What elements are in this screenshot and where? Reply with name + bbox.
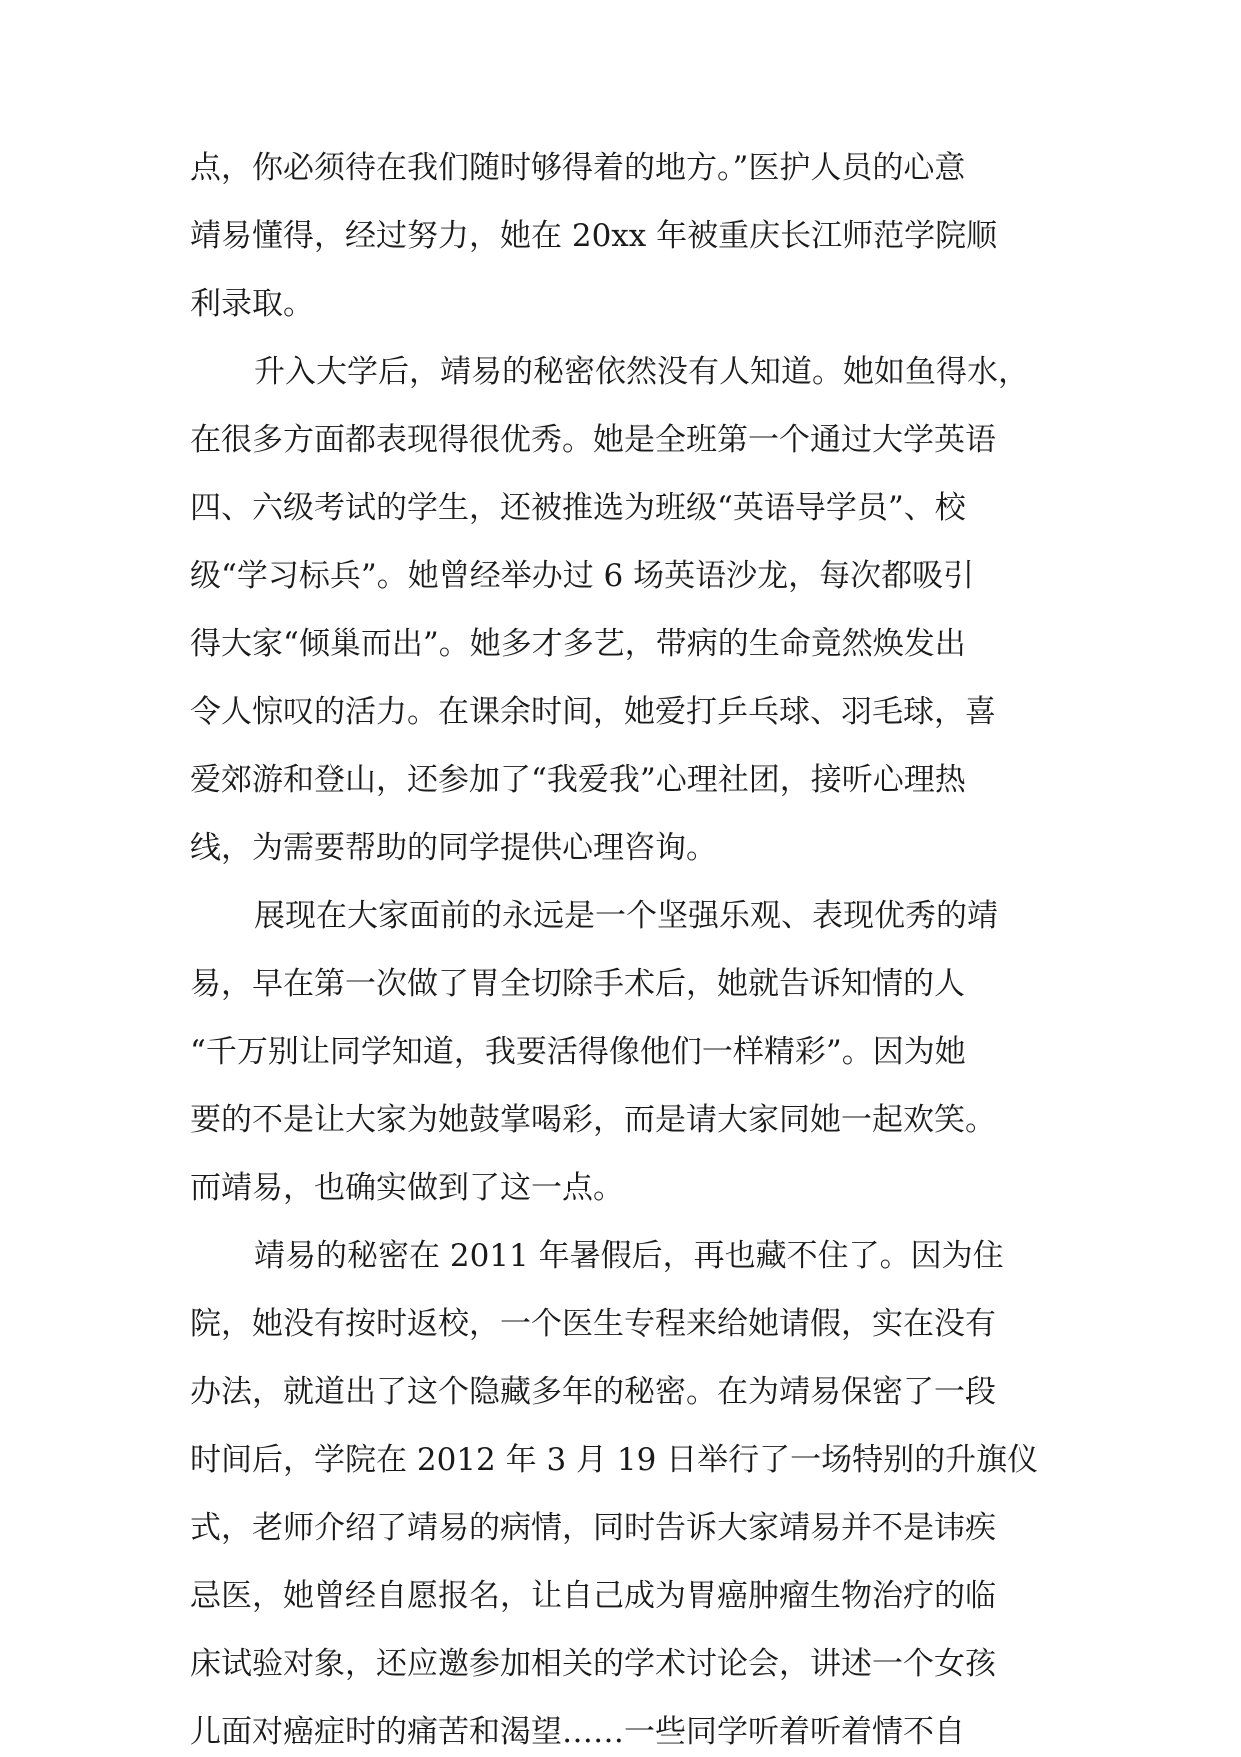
text-line	[0, 687, 1241, 737]
paragraph-first-line	[0, 891, 1241, 941]
paragraph-first-line	[0, 347, 1241, 397]
text-line-content: 四、六级考试的学生，还被推选为班级“英语导学员”、校	[190, 490, 966, 526]
text-line	[0, 1163, 1241, 1213]
text-line	[0, 279, 1241, 329]
text-line-content: 式，老师介绍了靖易的病情，同时告诉大家靖易并不是讳疾	[190, 1510, 996, 1546]
text-line-content: 在很多方面都表现得很优秀。她是全班第一个通过大学英语	[190, 422, 996, 458]
text-line-content: 而靖易，也确实做到了这一点。	[190, 1170, 624, 1206]
text-line	[0, 1435, 1241, 1485]
text-line	[0, 1707, 1241, 1757]
text-line-content: 办法，就道出了这个隐藏多年的秘密。在为靖易保密了一段	[190, 1374, 996, 1410]
text-line	[0, 1367, 1241, 1417]
text-line-content: 忌医，她曾经自愿报名，让自己成为胃癌肿瘤生物治疗的临	[190, 1578, 996, 1614]
text-line	[0, 211, 1241, 261]
text-line-content: 利录取。	[190, 286, 314, 322]
text-line-content: 爱郊游和登山，还参加了“我爱我”心理社团，接听心理热	[190, 762, 966, 798]
text-line-content: 靖易的秘密在 2011 年暑假后，再也藏不住了。因为住	[254, 1238, 1004, 1274]
text-line-content: 要的不是让大家为她鼓掌喝彩，而是请大家同她一起欢笑。	[190, 1102, 996, 1138]
text-line	[0, 1299, 1241, 1349]
text-line	[0, 1095, 1241, 1145]
text-line-content: 靖易懂得，经过努力，她在 20xx 年被重庆长江师范学院顺	[190, 218, 998, 254]
text-line	[0, 143, 1241, 193]
text-line-content: 升入大学后，靖易的秘密依然没有人知道。她如鱼得水，	[254, 354, 1029, 390]
text-line-content: 级“学习标兵”。她曾经举办过 6 场英语沙龙，每次都吸引	[190, 558, 975, 594]
text-line	[0, 1503, 1241, 1553]
text-line	[0, 551, 1241, 601]
text-line	[0, 1027, 1241, 1077]
text-line	[0, 959, 1241, 1009]
text-line	[0, 823, 1241, 873]
text-line-content: 线，为需要帮助的同学提供心理咨询。	[190, 830, 717, 866]
text-line	[0, 1571, 1241, 1621]
text-line-content: 儿面对癌症时的痛苦和渴望……一些同学听着听着情不自	[190, 1714, 965, 1750]
text-line	[0, 755, 1241, 805]
paragraph-first-line	[0, 1231, 1241, 1281]
text-line-content: 令人惊叹的活力。在课余时间，她爱打乒乓球、羽毛球，喜	[190, 694, 996, 730]
text-line-content: 时间后，学院在 2012 年 3 月 19 日举行了一场特别的升旗仪	[190, 1442, 1039, 1478]
text-line	[0, 415, 1241, 465]
text-line-content: “千万别让同学知道，我要活得像他们一样精彩”。因为她	[190, 1034, 966, 1070]
text-line	[0, 483, 1241, 533]
text-line-content: 得大家“倾巢而出”。她多才多艺，带病的生命竟然焕发出	[190, 626, 966, 662]
text-line-content: 展现在大家面前的永远是一个坚强乐观、表现优秀的靖	[254, 898, 998, 934]
text-line-content: 点，你必须待在我们随时够得着的地方。”医护人员的心意	[190, 150, 966, 186]
text-line-content: 院，她没有按时返校，一个医生专程来给她请假，实在没有	[190, 1306, 996, 1342]
text-line	[0, 1639, 1241, 1689]
text-line-content: 床试验对象，还应邀参加相关的学术讨论会，讲述一个女孩	[190, 1646, 996, 1682]
text-line-content: 易，早在第一次做了胃全切除手术后，她就告诉知情的人	[190, 966, 965, 1002]
text-line	[0, 619, 1241, 669]
